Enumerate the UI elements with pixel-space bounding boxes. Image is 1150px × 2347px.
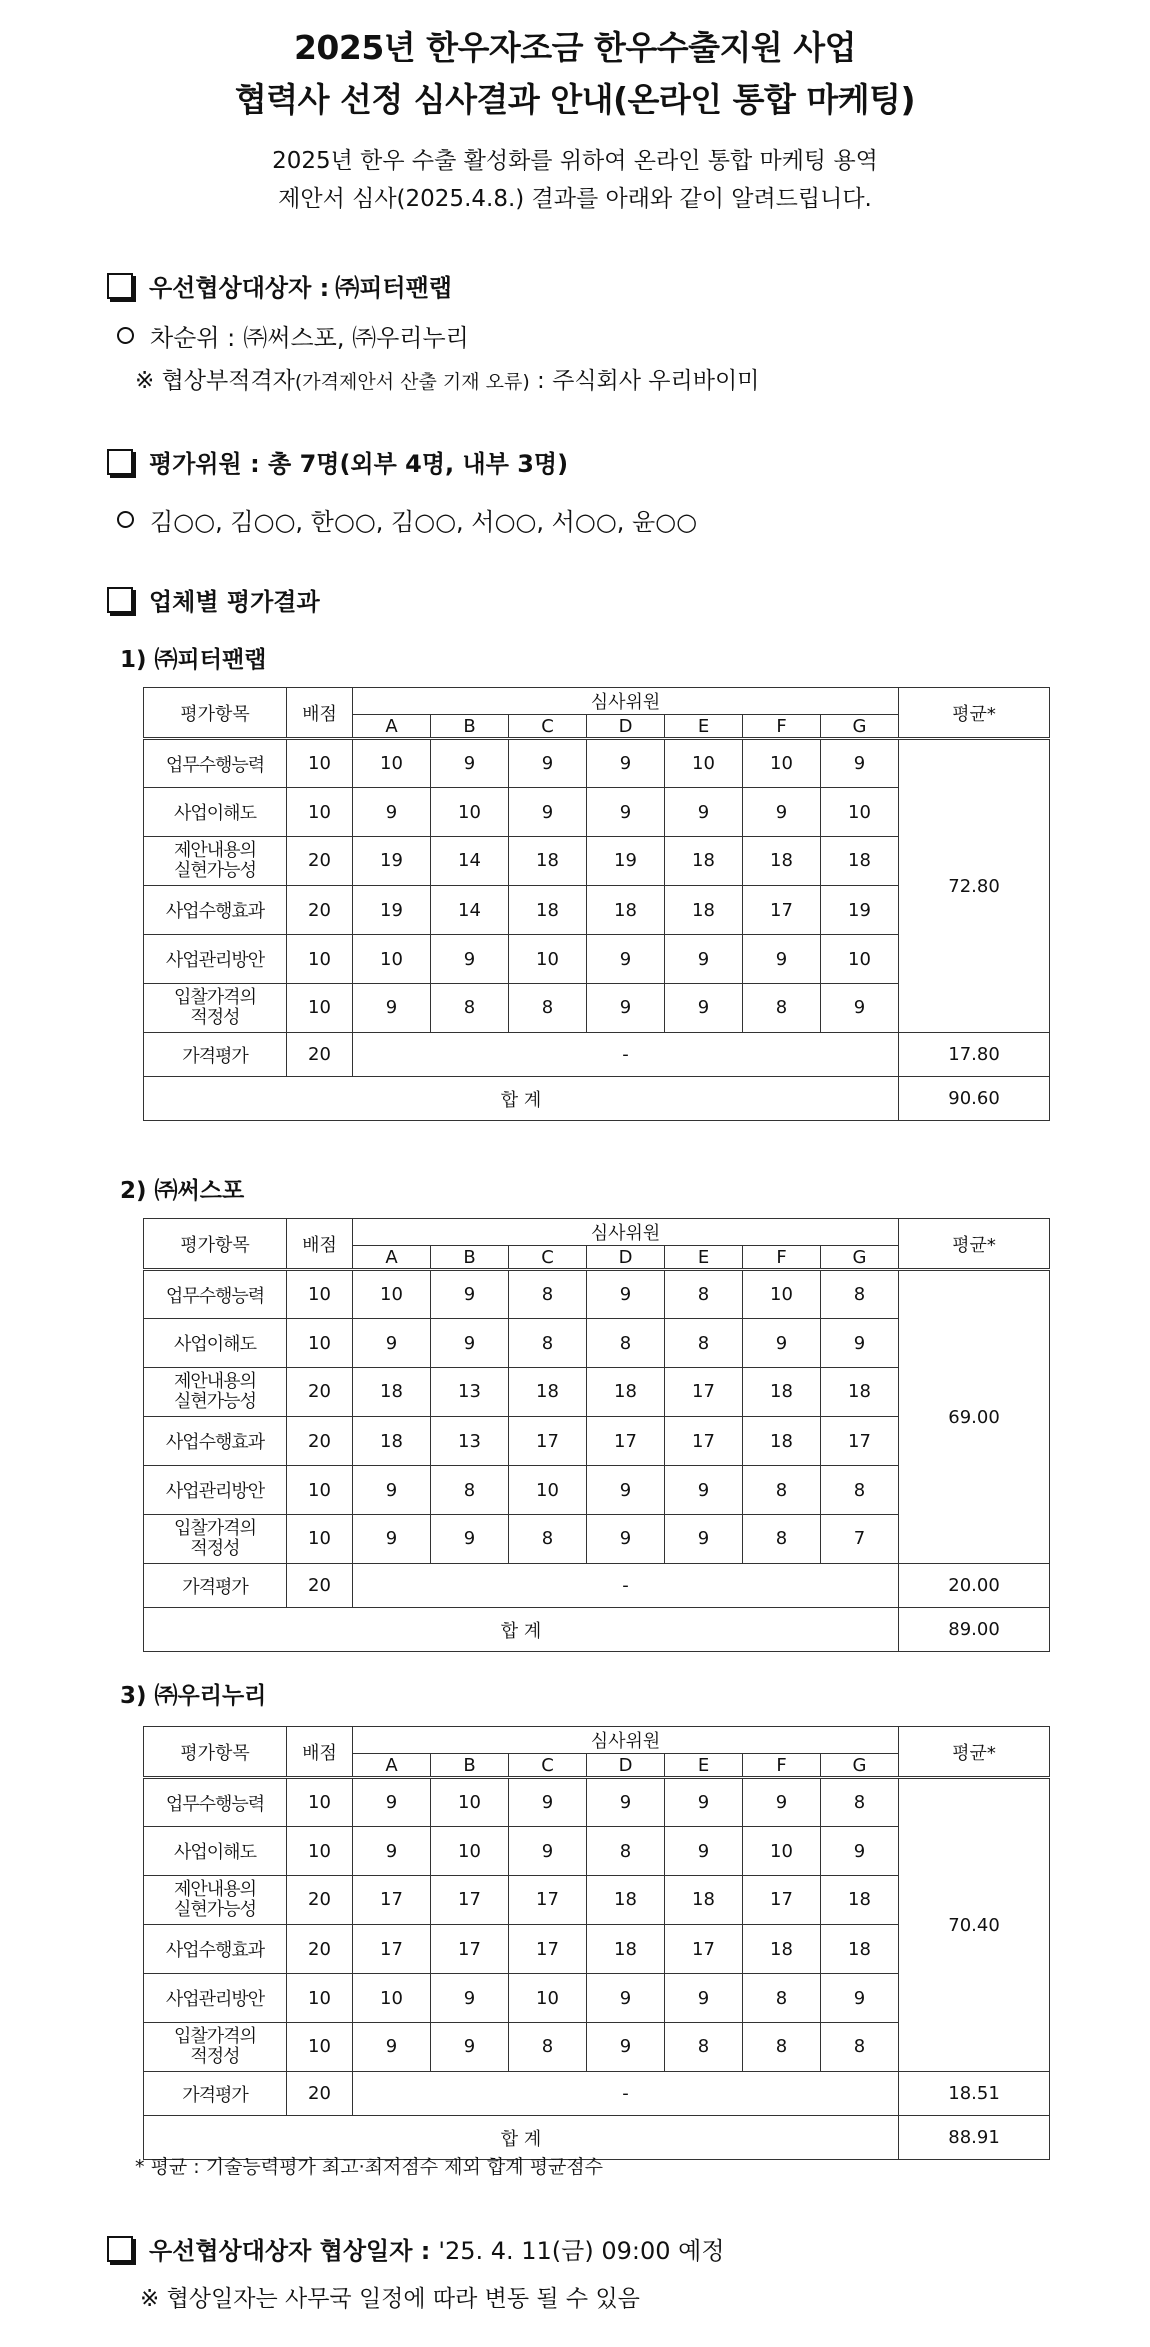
header-judge-g: G [821,1246,899,1270]
criterion-max-score: 20 [287,1417,353,1466]
header-judge-g: G [821,715,899,739]
judge-score: 17 [587,1417,665,1466]
table-row [144,1270,1050,1319]
criterion-label: 사업이해도 [144,788,287,837]
checkbox-square-icon [107,2236,133,2262]
evaluators-names-line [117,502,697,537]
judge-score: 8 [743,2023,821,2072]
header-judge-a: A [353,715,431,739]
criterion-max-score: 10 [287,1515,353,1564]
price-average: 20.00 [899,1564,1050,1608]
technical-average: 69.00 [899,1270,1050,1564]
judge-score: 9 [353,1827,431,1876]
judge-score: 9 [665,1974,743,2023]
evaluators-section [107,444,568,479]
judge-score: 17 [353,1876,431,1925]
price-judges-dash: - [353,1564,899,1608]
criterion-label: 업무수행능력 [144,1270,287,1319]
judge-score: 18 [665,1876,743,1925]
judge-score: 17 [509,1925,587,1974]
judge-score: 8 [587,1827,665,1876]
judge-score: 17 [431,1876,509,1925]
judge-score: 18 [587,886,665,935]
criterion-label: 사업수행효과 [144,886,287,935]
criterion-label: 제안내용의 실현가능성 [144,1368,287,1417]
price-max-score: 20 [287,1033,353,1077]
judge-score: 9 [431,935,509,984]
judge-score: 9 [587,1515,665,1564]
criterion-label: 업무수행능력 [144,739,287,788]
criterion-max-score: 10 [287,1319,353,1368]
header-average: 평균* [899,1219,1050,1270]
judge-score: 18 [353,1368,431,1417]
technical-average: 72.80 [899,739,1050,1033]
header-item: 평가항목 [144,1219,287,1270]
judge-score: 9 [587,739,665,788]
price-label: 가격평가 [144,1564,287,1608]
judge-score: 10 [509,1466,587,1515]
judge-score: 9 [509,1778,587,1827]
document-title [0,22,1150,218]
priority-label: 우선협상대상자 : [149,274,330,302]
results-heading: 업체별 평가결과 [149,588,320,616]
judge-score: 10 [431,1778,509,1827]
judge-score: 18 [587,1368,665,1417]
judge-score: 8 [509,1319,587,1368]
judge-score: 9 [353,1319,431,1368]
price-row [144,2072,1050,2116]
judge-score: 9 [353,2023,431,2072]
total-label: 합 계 [144,2116,899,2160]
judge-score: 9 [821,1319,899,1368]
price-row [144,1564,1050,1608]
criterion-max-score: 10 [287,1778,353,1827]
judge-score: 9 [587,984,665,1033]
price-judges-dash: - [353,1033,899,1077]
header-judge-f: F [743,1246,821,1270]
judge-score: 9 [665,1466,743,1515]
judge-score: 8 [431,1466,509,1515]
header-judge-e: E [665,1754,743,1778]
judge-score: 18 [509,837,587,886]
judge-score: 10 [353,739,431,788]
disqualified-reason: (가격제안서 산출 기재 오류) [294,371,530,393]
judge-score: 18 [587,1876,665,1925]
judge-score: 19 [821,886,899,935]
judge-score: 9 [665,1515,743,1564]
judge-score: 10 [431,1827,509,1876]
checkbox-square-icon [107,273,133,299]
judge-score: 8 [743,1466,821,1515]
judge-score: 9 [665,984,743,1033]
judge-score: 9 [665,1778,743,1827]
judge-score: 9 [743,788,821,837]
judge-score: 9 [431,1515,509,1564]
next-rank-label: 차순위 : [150,324,236,352]
judge-score: 9 [431,1270,509,1319]
judge-score: 8 [509,1270,587,1319]
criterion-label: 사업수행효과 [144,1925,287,1974]
judge-score: 18 [821,1368,899,1417]
judge-score: 17 [431,1925,509,1974]
price-row [144,1033,1050,1077]
judge-score: 17 [353,1925,431,1974]
total-row [144,1608,1050,1652]
judge-score: 18 [821,837,899,886]
judge-score: 9 [743,1778,821,1827]
judge-score: 10 [821,935,899,984]
title-line-2: 협력사 선정 심사결과 안내(온라인 통합 마케팅) [234,80,916,119]
criterion-label: 사업관리방안 [144,935,287,984]
judge-score: 18 [821,1925,899,1974]
criterion-label: 입찰가격의 적정성 [144,1515,287,1564]
judge-score: 9 [431,739,509,788]
header-judge-c: C [509,715,587,739]
total-label: 합 계 [144,1077,899,1121]
header-judges: 심사위원 [353,1727,899,1754]
criterion-label: 사업관리방안 [144,1974,287,2023]
criterion-label: 제안내용의 실현가능성 [144,1876,287,1925]
header-max-score: 배점 [287,1219,353,1270]
judge-score: 19 [353,837,431,886]
criterion-label: 사업이해도 [144,1319,287,1368]
judge-score: 9 [353,788,431,837]
judge-score: 10 [509,1974,587,2023]
judge-score: 17 [743,1876,821,1925]
intro-line-1: 2025년 한우 수출 활성화를 위하여 온라인 통합 마케팅 용역 [272,148,878,174]
judge-score: 8 [587,1319,665,1368]
judge-score: 18 [743,1417,821,1466]
checkbox-square-icon [107,587,133,613]
judge-score: 8 [509,984,587,1033]
technical-average: 70.40 [899,1778,1050,2072]
judge-score: 9 [431,1974,509,2023]
criterion-max-score: 20 [287,1368,353,1417]
price-average: 18.51 [899,2072,1050,2116]
criterion-max-score: 10 [287,2023,353,2072]
judge-score: 17 [665,1925,743,1974]
judge-score: 18 [587,1925,665,1974]
judge-score: 9 [353,1515,431,1564]
judge-score: 9 [509,739,587,788]
score-table [143,1726,1050,2160]
judge-score: 10 [431,788,509,837]
price-label: 가격평가 [144,1033,287,1077]
average-footnote: * 평균 : 기술능력평가 최고·최저점수 제외 합계 평균점수 [135,2156,604,2178]
judge-score: 17 [743,886,821,935]
judge-score: 9 [431,2023,509,2072]
judge-score: 17 [665,1368,743,1417]
judge-score: 9 [353,1778,431,1827]
judge-score: 18 [665,886,743,935]
judge-score: 8 [821,2023,899,2072]
judge-score: 9 [821,984,899,1033]
criterion-label: 입찰가격의 적정성 [144,2023,287,2072]
judge-score: 17 [509,1876,587,1925]
company-2-heading: 2) ㈜써스포 [120,1178,245,1204]
judge-score: 17 [665,1417,743,1466]
total-score: 88.91 [899,2116,1050,2160]
judge-score: 18 [821,1876,899,1925]
disqualified-value: : 주식회사 우리바이미 [537,368,760,394]
header-judge-b: B [431,1754,509,1778]
judge-score: 18 [743,1925,821,1974]
intro-text [0,142,1150,218]
judge-score: 10 [665,739,743,788]
header-judge-c: C [509,1754,587,1778]
judge-score: 19 [353,886,431,935]
criterion-label: 입찰가격의 적정성 [144,984,287,1033]
checkbox-square-icon [107,449,133,475]
negotiation-date: '25. 4. 11(금) 09:00 예정 [438,2237,725,2265]
judge-score: 19 [587,837,665,886]
judge-score: 9 [587,1974,665,2023]
criterion-max-score: 10 [287,984,353,1033]
judge-score: 9 [821,1827,899,1876]
criterion-max-score: 20 [287,1876,353,1925]
judge-score: 18 [743,837,821,886]
criterion-max-score: 10 [287,1270,353,1319]
header-average: 평균* [899,688,1050,739]
header-judge-d: D [587,1246,665,1270]
header-judge-g: G [821,1754,899,1778]
judge-score: 10 [509,935,587,984]
judge-score: 9 [587,2023,665,2072]
negotiation-section [107,2231,725,2266]
negotiation-note: ※ 협상일자는 사무국 일정에 따라 변동 될 수 있음 [140,2286,640,2312]
judge-score: 8 [821,1466,899,1515]
judge-score: 18 [353,1417,431,1466]
table-row [144,1778,1050,1827]
price-judges-dash: - [353,2072,899,2116]
judge-score: 9 [587,1270,665,1319]
judge-score: 9 [665,1827,743,1876]
circle-bullet-icon [117,327,134,344]
table-row [144,739,1050,788]
judge-score: 9 [353,1466,431,1515]
priority-value: ㈜피터팬랩 [335,274,452,302]
judge-score: 9 [353,984,431,1033]
judge-score: 9 [431,1319,509,1368]
judge-score: 8 [743,984,821,1033]
price-max-score: 20 [287,2072,353,2116]
judge-score: 9 [509,1827,587,1876]
header-judge-a: A [353,1246,431,1270]
judge-score: 18 [509,886,587,935]
total-row [144,1077,1050,1121]
criterion-max-score: 10 [287,788,353,837]
evaluators-label: 평가위원 : 총 7명(외부 4명, 내부 3명) [149,450,569,478]
price-max-score: 20 [287,1564,353,1608]
judge-score: 8 [509,1515,587,1564]
price-average: 17.80 [899,1033,1050,1077]
score-table [143,687,1050,1121]
criterion-max-score: 10 [287,935,353,984]
judge-score: 9 [587,1778,665,1827]
criterion-max-score: 10 [287,1974,353,2023]
judge-score: 9 [821,739,899,788]
judge-score: 10 [743,1827,821,1876]
next-rank-value: ㈜써스포, ㈜우리누리 [243,324,469,352]
judge-score: 10 [821,788,899,837]
judge-score: 9 [587,1466,665,1515]
criterion-label: 사업관리방안 [144,1466,287,1515]
judge-score: 9 [821,1974,899,2023]
header-max-score: 배점 [287,1727,353,1778]
criterion-label: 업무수행능력 [144,1778,287,1827]
judge-score: 8 [743,1974,821,2023]
judge-score: 7 [821,1515,899,1564]
company-1-heading: 1) ㈜피터팬랩 [120,647,267,673]
company-3-heading: 3) ㈜우리누리 [120,1683,267,1709]
header-judge-a: A [353,1754,431,1778]
judge-score: 9 [509,788,587,837]
judge-score: 10 [743,739,821,788]
header-max-score: 배점 [287,688,353,739]
criterion-max-score: 10 [287,739,353,788]
total-score: 90.60 [899,1077,1050,1121]
header-judge-e: E [665,715,743,739]
criterion-label: 사업수행효과 [144,1417,287,1466]
circle-bullet-icon [117,511,134,528]
total-score: 89.00 [899,1608,1050,1652]
header-item: 평가항목 [144,688,287,739]
results-section [107,582,320,617]
criterion-max-score: 10 [287,1466,353,1515]
header-judge-d: D [587,715,665,739]
judge-score: 17 [509,1417,587,1466]
intro-line-2: 제안서 심사(2025.4.8.) 결과를 아래와 같이 알려드립니다. [278,186,872,212]
judge-score: 18 [509,1368,587,1417]
score-table [143,1218,1050,1652]
disqualified-prefix: ※ 협상부적격자 [135,368,295,394]
judge-score: 8 [431,984,509,1033]
criterion-max-score: 20 [287,1925,353,1974]
judge-score: 10 [353,1974,431,2023]
header-judge-f: F [743,1754,821,1778]
judge-score: 9 [587,788,665,837]
next-rank-line [117,318,469,353]
judge-score: 9 [665,788,743,837]
judge-score: 8 [665,2023,743,2072]
judge-score: 10 [353,1270,431,1319]
judge-score: 9 [587,935,665,984]
header-item: 평가항목 [144,1727,287,1778]
criterion-label: 제안내용의 실현가능성 [144,837,287,886]
disqualified-line [135,362,759,395]
header-judges: 심사위원 [353,1219,899,1246]
judge-score: 13 [431,1368,509,1417]
judge-score: 18 [743,1368,821,1417]
judge-score: 14 [431,837,509,886]
judge-score: 8 [665,1319,743,1368]
title-line-1: 2025년 한우자조금 한우수출지원 사업 [293,28,857,67]
criterion-label: 사업이해도 [144,1827,287,1876]
judge-score: 17 [821,1417,899,1466]
header-judge-b: B [431,1246,509,1270]
judge-score: 9 [743,935,821,984]
header-judges: 심사위원 [353,688,899,715]
header-judge-b: B [431,715,509,739]
judge-score: 9 [743,1319,821,1368]
negotiation-label: 우선협상대상자 협상일자 : [149,2237,431,2265]
judge-score: 8 [821,1270,899,1319]
judge-score: 18 [665,837,743,886]
judge-score: 14 [431,886,509,935]
header-judge-c: C [509,1246,587,1270]
header-judge-f: F [743,715,821,739]
total-label: 합 계 [144,1608,899,1652]
judge-score: 8 [509,2023,587,2072]
judge-score: 10 [743,1270,821,1319]
criterion-max-score: 10 [287,1827,353,1876]
evaluators-names: 김○○, 김○○, 한○○, 김○○, 서○○, 서○○, 윤○○ [150,508,698,536]
priority-section [107,268,452,303]
header-judge-d: D [587,1754,665,1778]
price-label: 가격평가 [144,2072,287,2116]
header-average: 평균* [899,1727,1050,1778]
header-judge-e: E [665,1246,743,1270]
judge-score: 8 [821,1778,899,1827]
judge-score: 9 [665,935,743,984]
judge-score: 8 [665,1270,743,1319]
judge-score: 8 [743,1515,821,1564]
judge-score: 10 [353,935,431,984]
judge-score: 13 [431,1417,509,1466]
criterion-max-score: 20 [287,886,353,935]
criterion-max-score: 20 [287,837,353,886]
